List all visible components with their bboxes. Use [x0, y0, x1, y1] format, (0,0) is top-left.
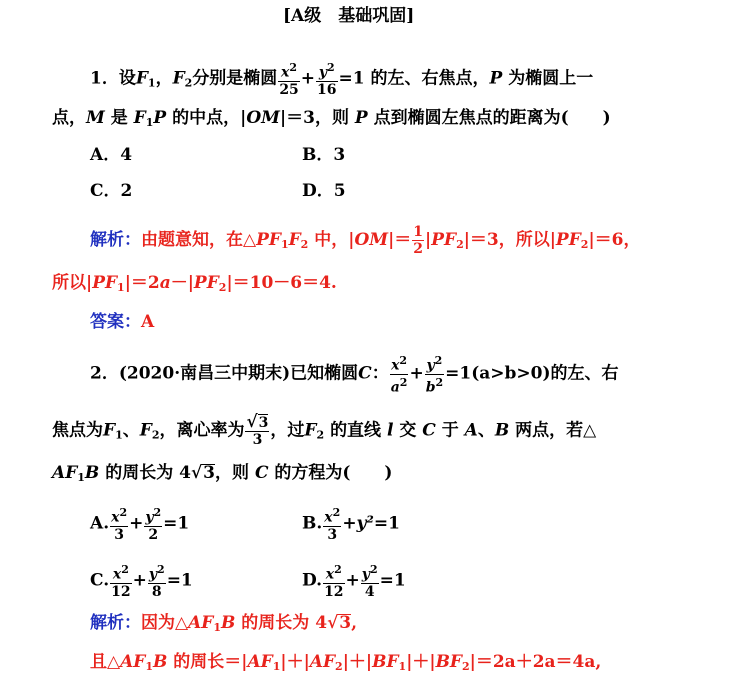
q2-option-c[interactable]: C. $\frac{x^2}{12}$ + $\frac{y^2}{8}$ =1: [90, 563, 193, 600]
q1-text: 设: [118, 68, 136, 89]
q2-line3: $AF_1B$ 的周长为 4√3，则 C 的方程为( ): [52, 463, 393, 484]
q2-line1: 2．(2020·南昌三中期末)已知椭圆C： $\frac{x^2}{a^2}$ + $\frac{y^2}{b^2}$ =1(a>b>0)的左、右: [90, 354, 619, 396]
q2-option-d[interactable]: D. $\frac{x^2}{12}$ + $\frac{y^2}{4}$ =1: [302, 563, 406, 600]
q1-analysis-label: 解析：: [90, 230, 141, 250]
q2-analysis-line1: 解析：因为$\triangle AF_1B$ 的周长为 4√3,: [90, 613, 358, 634]
q1-text: 分别是椭圆: [192, 68, 278, 89]
q2-x-fraction: $\frac{x^2}{a^2}$: [390, 354, 408, 396]
eccentricity-fraction: $\frac{√3}{3}$: [246, 412, 269, 448]
q1-line2: 点，M 是 $F_1P$ 的中点，|OM|＝3，则 P 点到椭圆左焦点的距离为( ): [52, 108, 611, 129]
q2-option-a[interactable]: A. $\frac{x^2}{3}$ + $\frac{y^2}{2}$ =1: [90, 506, 190, 543]
q1-answer: [90, 311, 154, 333]
q1-line1: 1．设$F_1$，$F_2$分别是椭圆 $\frac{x^2}{25}$ + $\frac{y^2}{16}$ =1 的左、右焦点，P 为椭圆上一: [90, 61, 594, 98]
q2-analysis-line2: 且$\triangle AF_1B$ 的周长$=|AF_1|+|AF_2|+|BF_1|+|BF_2|=2a+2a=4a$,: [90, 652, 602, 673]
ellipse-y-fraction: $\frac{y^2}{16}$: [317, 61, 337, 98]
q1-analysis-line1: 解析：由题意知，在$\triangle PF_1F_2$ 中，|OM|＝ $\frac{1}{2}$ $|PF_2|=3$，所以$|PF_2|=6$，: [90, 224, 641, 257]
half-fraction: $\frac{1}{2}$: [413, 224, 424, 257]
q1-analysis-line2: 所以$|PF_1|=2a-|PF_2|=10-6=4$.: [52, 273, 337, 294]
ellipse-x-fraction: $\frac{x^2}{25}$: [279, 61, 299, 98]
q1-option-b[interactable]: B．3: [302, 145, 346, 165]
q2-option-b[interactable]: B. $\frac{x^2}{3}$ +y²=1: [302, 506, 400, 543]
q1-answer-value: A: [141, 312, 155, 332]
q2-source: (2020·南昌三中期末): [118, 363, 291, 384]
q2-analysis-label: 解析：: [90, 613, 141, 633]
q2-line2: 焦点为$F_1$、$F_2$，离心率为 $\frac{√3}{3}$ ，过$F_2$ 的直线 l 交 C 于 A、B 两点，若△: [52, 412, 597, 448]
section-title: [A级 基础巩固]: [283, 6, 415, 26]
q1-option-a[interactable]: A．4: [90, 145, 133, 165]
q1-option-d[interactable]: D．5: [302, 181, 346, 201]
q1-number: 1．: [90, 68, 119, 89]
q2-y-fraction: $\frac{y^2}{b^2}$: [425, 354, 444, 396]
q1-option-c[interactable]: C．2: [90, 181, 133, 201]
q1-answer-label: 答案：: [90, 312, 141, 332]
